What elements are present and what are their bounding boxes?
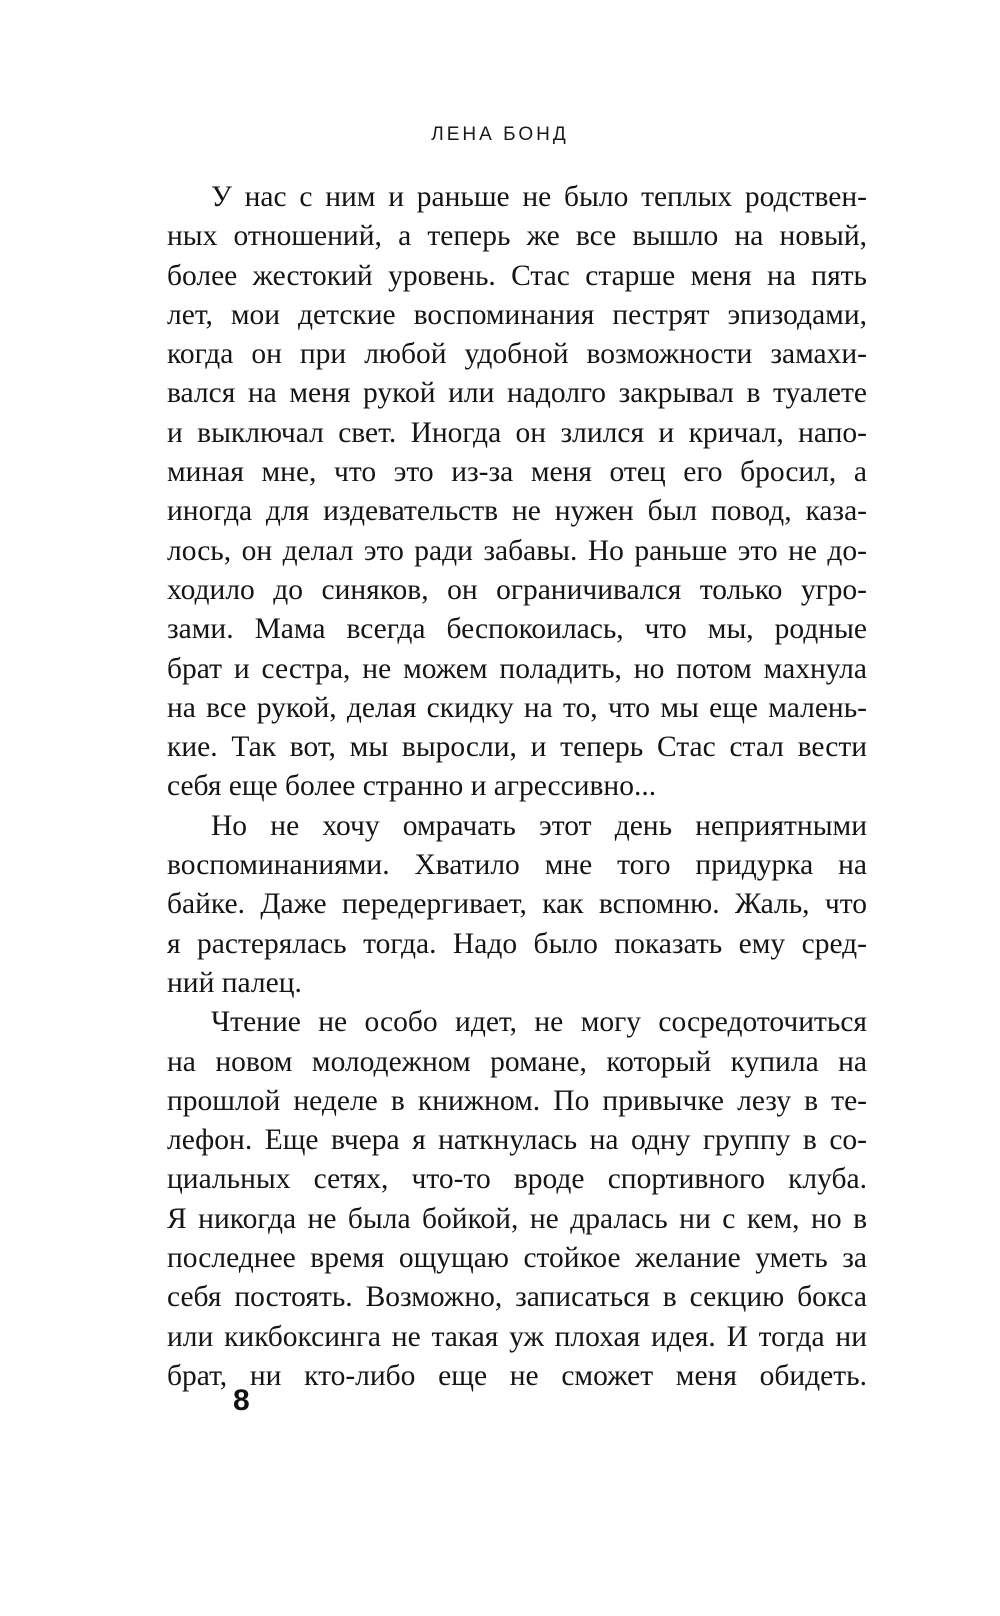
text-line: себя еще более странно и агрессивно...	[167, 770, 657, 803]
text-line: брат, ни кто-либо еще не сможет меня обидеть.	[167, 1359, 867, 1392]
text-line: лефон. Еще вчера я наткнулась на одну группу в со-	[167, 1124, 867, 1157]
text-line: последнее время ощущаю стойкое желание уметь за	[167, 1242, 867, 1275]
text-line: лет, мои детские воспоминания пестрят эпизодами,	[167, 298, 867, 331]
text-line: прошлой неделе в книжном. По привычке лезу в те-	[167, 1084, 867, 1117]
text-line: себя постоять. Возможно, записаться в секцию бокса	[167, 1281, 867, 1314]
text-line: циальных сетях, что-то вроде спортивного клуба.	[167, 1163, 867, 1196]
text-line: ний палец.	[167, 966, 302, 999]
text-line: когда он при любой удобной возможности замахи-	[167, 338, 867, 371]
text-line: миная мне, что это из-за меня отец его бросил, а	[167, 456, 867, 489]
text-line: воспоминаниями. Хватило мне того придурка на	[167, 849, 867, 882]
text-line: я растерялась тогда. Надо было показать ему сред-	[167, 927, 867, 960]
page-number: 8	[233, 1384, 250, 1417]
running-head: ЛЕНА БОНД	[431, 124, 569, 145]
text-line: на все рукой, делая скидку на то, что мы еще малень-	[167, 691, 867, 724]
text-line: зами. Мама всегда беспокоилась, что мы, родные	[167, 613, 867, 646]
text-line: лось, он делал это ради забавы. Но раньше это не до-	[167, 534, 867, 567]
text-line: кие. Так вот, мы выросли, и теперь Стас стал вести	[167, 731, 867, 764]
text-line: иногда для издевательств не нужен был повод, каза-	[167, 495, 867, 528]
text-line: или кикбоксинга не такая уж плохая идея. И тогда ни	[167, 1320, 867, 1353]
text-line: более жестокий уровень. Стас старше меня на пять	[167, 259, 867, 292]
body-text	[167, 178, 867, 1396]
text-line: вался на меня рукой или надолго закрывал в туалете	[167, 377, 867, 410]
text-line: Я никогда не была бойкой, не дралась ни с кем, но в	[167, 1202, 867, 1235]
text-line: ходило до синяков, он ограничивался только угро-	[167, 573, 867, 606]
text-line: на новом молодежном романе, который купила на	[167, 1045, 867, 1078]
text-line: Но не хочу омрачать этот день неприятными	[211, 809, 867, 842]
text-line: Чтение не особо идет, не могу сосредоточиться	[211, 1006, 867, 1039]
text-line: и выключал свет. Иногда он злился и кричал, напо-	[167, 416, 867, 449]
text-line: ных отношений, а теперь же все вышло на новый,	[167, 220, 867, 253]
text-line: У нас с ним и раньше не было теплых родствен-	[211, 181, 867, 213]
text-line: байке. Даже передергивает, как вспомню. Жаль, что	[167, 888, 867, 921]
text-line: брат и сестра, не можем поладить, но потом махнула	[167, 652, 867, 685]
